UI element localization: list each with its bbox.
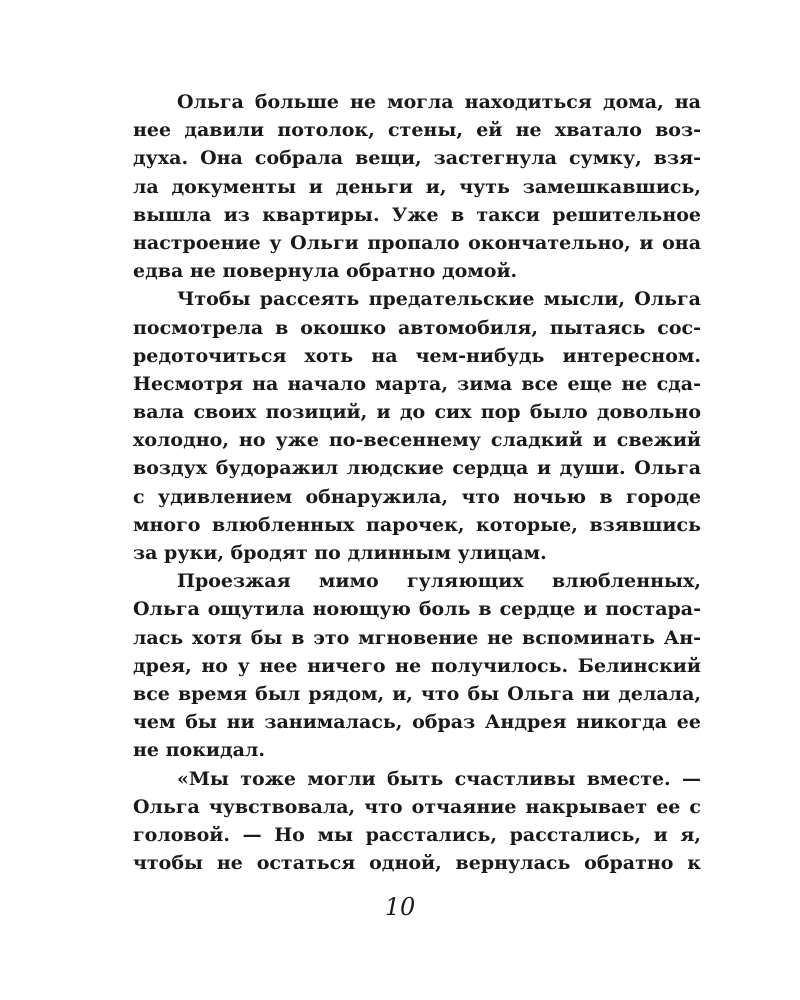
text-line: ла документы и деньги и, чуть замешкавшись, xyxy=(133,175,701,198)
text-line: вышла из квартиры. Уже в такси решительное xyxy=(133,203,701,226)
text-line: Ольга ощутила ноющую боль в сердце и постара- xyxy=(133,598,701,621)
text-line: много влюбленных парочек, которые, взявшись xyxy=(133,513,701,536)
text-line: холодно, но уже по-весеннему сладкий и свежий xyxy=(133,429,701,452)
body-text xyxy=(133,88,701,877)
text-line: посмотрела в окошко автомобиля, пытаясь сос- xyxy=(133,316,701,339)
text-line: Чтобы рассеять предательские мысли, Ольга xyxy=(177,288,701,311)
text-line: едва не повернула обратно домой. xyxy=(133,260,518,283)
text-line: не покидал. xyxy=(133,739,265,762)
text-line: Ольга чувствовала, что отчаяние накрывает ее с xyxy=(133,795,701,818)
text-line: головой. — Но мы расстались, расстались, и я, xyxy=(133,823,701,846)
text-line: все время был рядом, и, что бы Ольга ни делала, xyxy=(133,682,701,705)
page-number: 10 xyxy=(384,893,416,921)
text-line: редоточиться хоть на чем-нибудь интересном. xyxy=(133,344,701,367)
text-line: вала своих позиций, и до сих пор было довольно xyxy=(133,401,701,424)
text-line: чем бы ни занималась, образ Андрея никогда ее xyxy=(133,711,701,734)
text-line: с удивлением обнаружила, что ночью в городе xyxy=(133,485,701,508)
text-line: воздух будоражил людские сердца и души. Ольга xyxy=(133,457,701,480)
text-line: нее давили потолок, стены, ей не хватало воз- xyxy=(133,119,701,142)
text-line: «Мы тоже могли быть счастливы вместе. — xyxy=(177,767,701,790)
text-line: за руки, бродят по длинным улицам. xyxy=(133,542,547,564)
text-line: Ольга больше не могла находиться дома, на xyxy=(177,91,701,113)
text-line: чтобы не остаться одной, вернулась обратно к xyxy=(133,852,701,875)
text-line: лась хотя бы в это мгновение не вспоминать Ан- xyxy=(133,626,701,649)
text-line: Несмотря на начало марта, зима все еще не сда- xyxy=(133,372,701,395)
text-line: Проезжая мимо гуляющих влюбленных, xyxy=(177,570,701,593)
text-line: настроение у Ольги пропало окончательно, и она xyxy=(133,231,701,254)
text-line: духа. Она собрала вещи, застегнула сумку, взя- xyxy=(133,147,701,170)
text-line: дрея, но у нее ничего не получилось. Белинский xyxy=(133,654,701,677)
